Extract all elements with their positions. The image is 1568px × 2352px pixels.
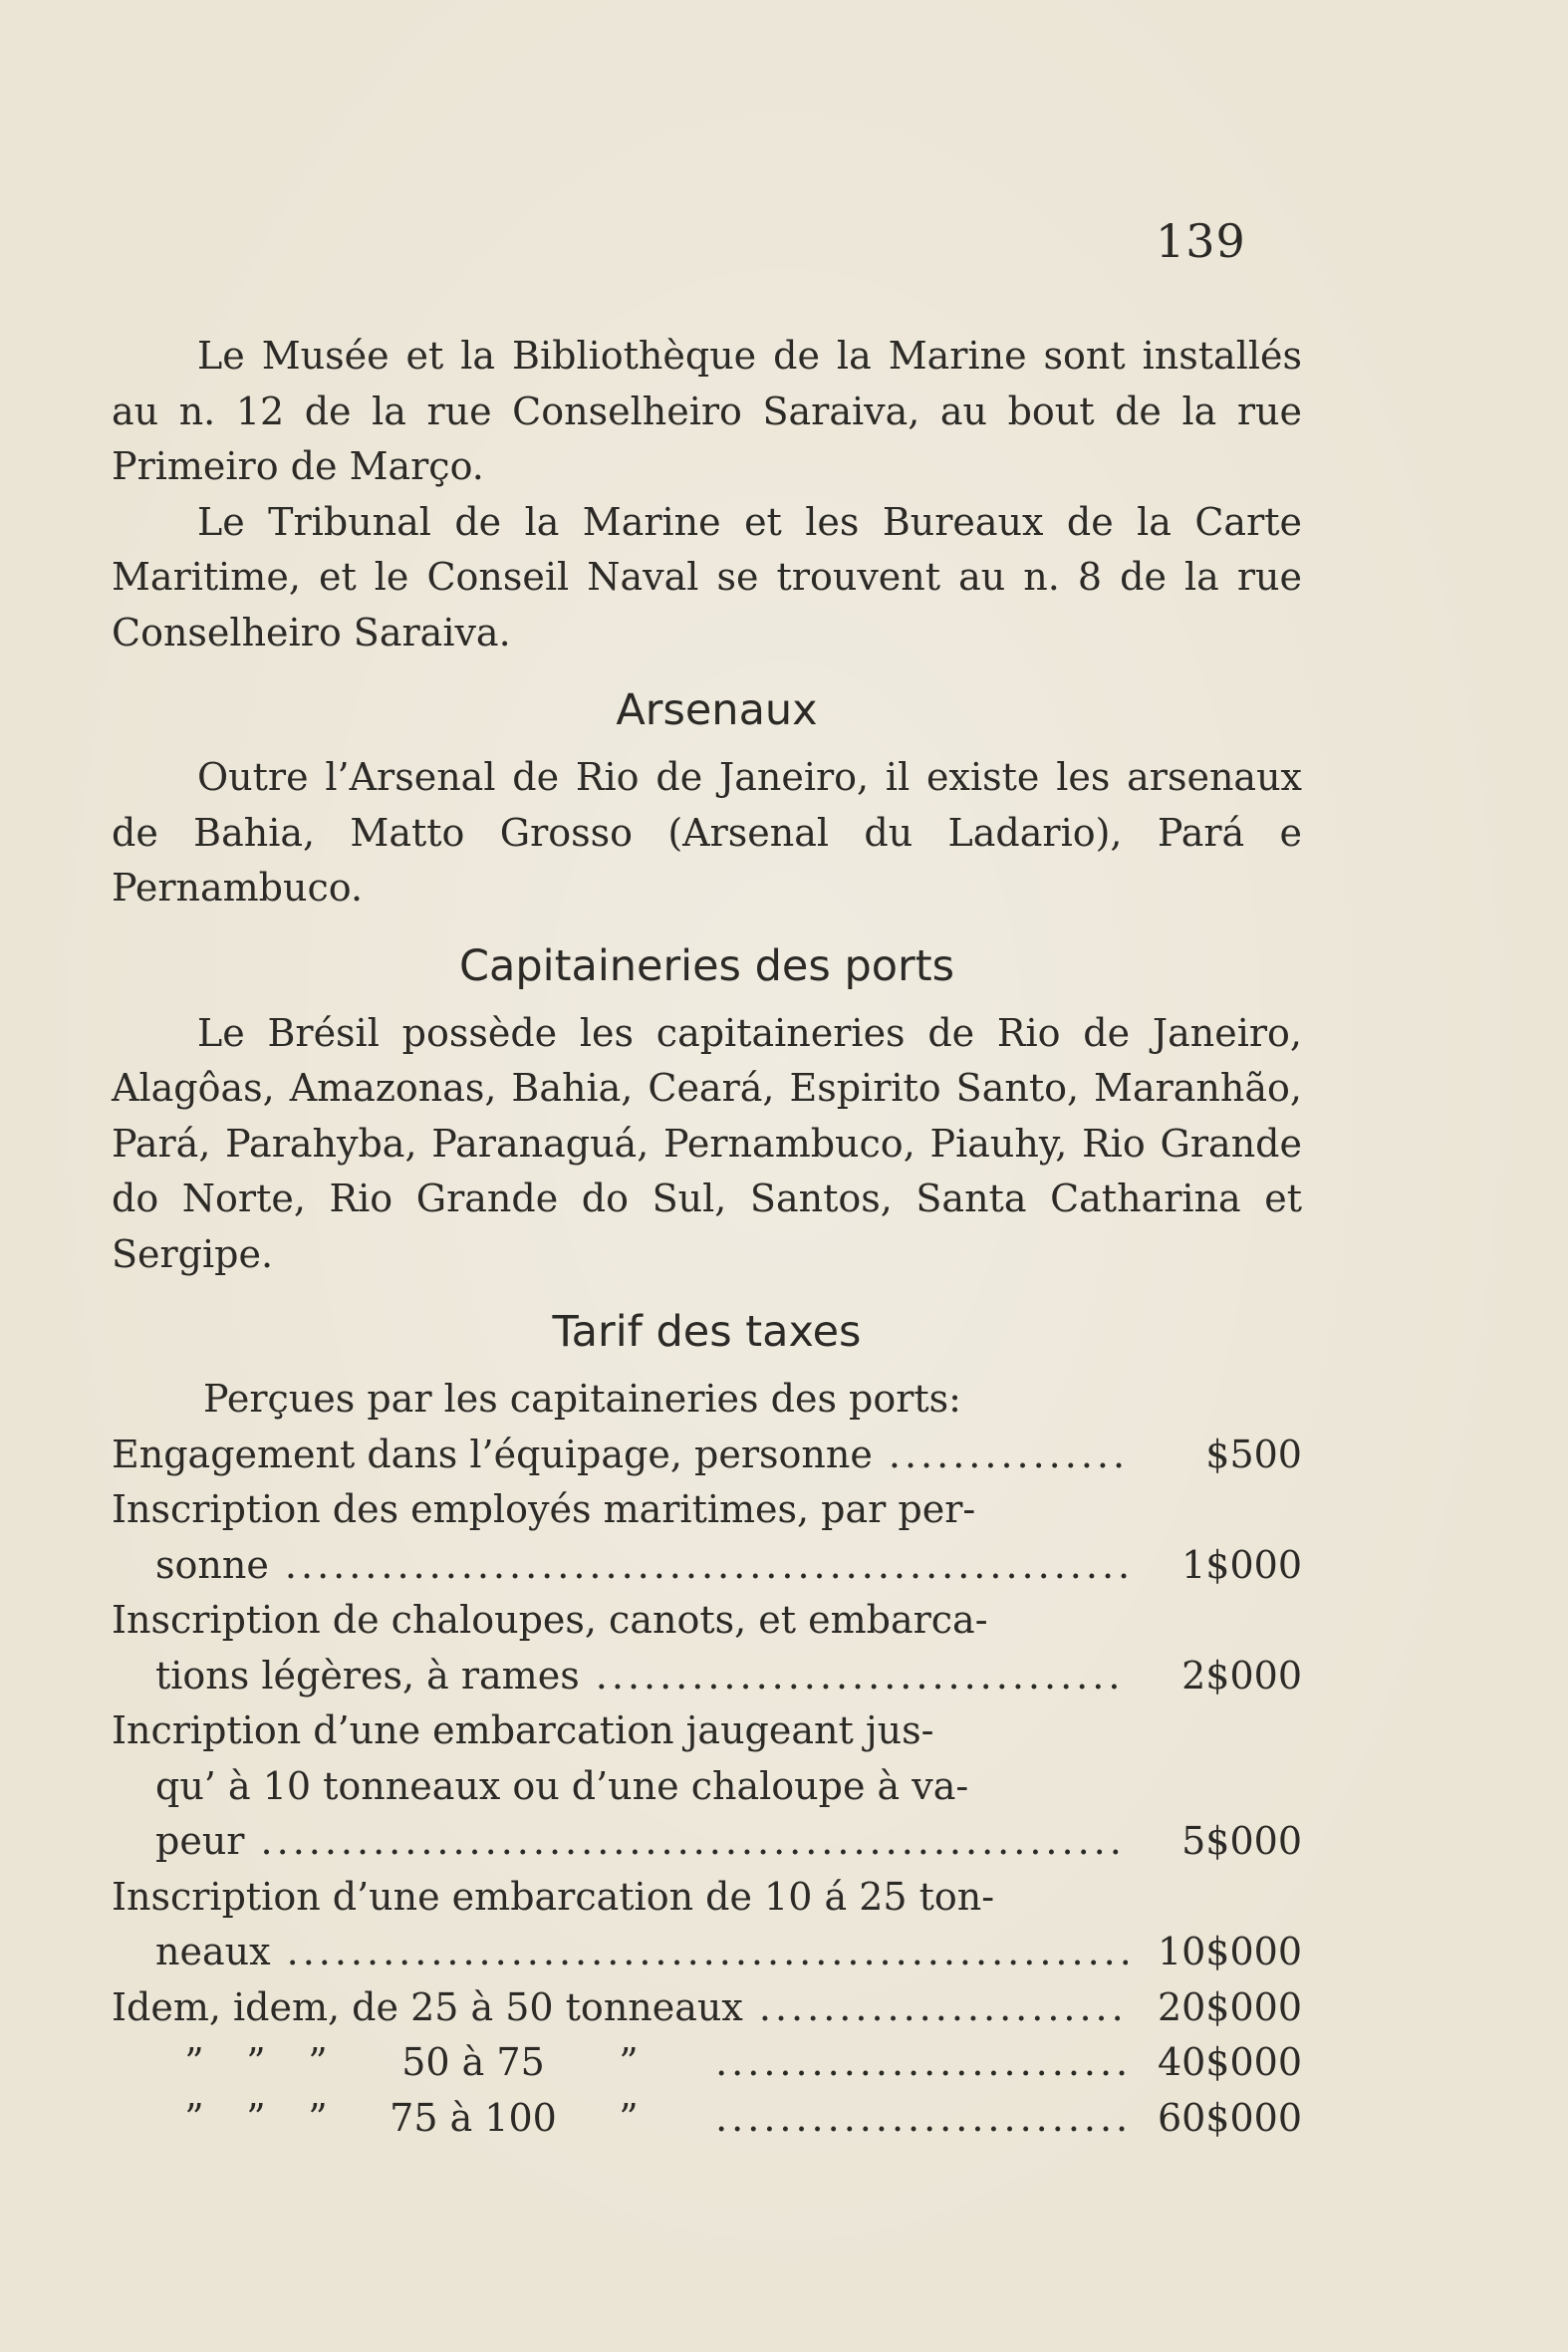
ditto-mark: ” — [246, 2040, 266, 2084]
fee-description-line: qu’ à 10 tonneaux ou d’une chaloupe à va- — [155, 1763, 969, 1808]
fee-description-line: Idem, idem, de 25 à 50 tonneaux ..... — [112, 1980, 1128, 2036]
ditto-mark: ” — [308, 2040, 328, 2084]
fee-description — [112, 1703, 1128, 1870]
fee-description-line: Incription d’une embarcation jaugeant jus- — [112, 1708, 934, 1752]
fee-row — [112, 1593, 1302, 1703]
leader-dots — [743, 1985, 1128, 2029]
fee-price: 40$000 — [1157, 2040, 1302, 2084]
ditto-mark: ” — [308, 2095, 328, 2140]
fee-price: 5$000 — [1181, 1819, 1302, 1863]
heading-capitaineries: Capitaineries des ports — [459, 940, 954, 991]
fee-description-line: Engagement dans l’équipage, personne ..... — [112, 1428, 1128, 1483]
fee-row — [112, 1980, 1302, 2036]
leader-dots — [580, 1654, 1128, 1698]
ditto-mark: ” — [184, 2040, 204, 2084]
page-number: 139 — [1156, 214, 1246, 268]
leader-dots — [244, 1819, 1128, 1863]
paragraph-tribunal: Le Tribunal de la Marine et les Bureaux de la Carte Maritime, et le Conseil Naval se trouvent au n. 8 de la rue Conselheiro Saraiva. — [112, 499, 1302, 654]
fee-description — [112, 2091, 1128, 2147]
fee-description — [112, 1593, 1128, 1703]
leader-dots — [269, 1543, 1128, 1587]
fee-row-ditto — [112, 2091, 1302, 2147]
fee-description — [112, 1482, 1128, 1593]
leader-dots — [699, 2096, 1128, 2140]
paragraph-musee: Le Musée et la Bibliothèque de la Marine sont installés au n. 12 de la rue Conselheiro Saraiva, au bout de la rue Primeiro de Março. — [112, 334, 1302, 488]
fee-row — [112, 1870, 1302, 1980]
tonnage-range: 50 à 75 — [401, 2040, 545, 2084]
ditto-mark: ” — [619, 2040, 639, 2084]
fee-description-line: sonne ..... — [112, 1538, 1128, 1594]
fee-row — [112, 1703, 1302, 1870]
fee-price: 1$000 — [1181, 1542, 1302, 1587]
ditto-mark: ” — [184, 2095, 204, 2140]
fee-description-line: peur ..... — [112, 1814, 1128, 1870]
fee-description — [112, 1980, 1128, 2036]
fee-row — [112, 1482, 1302, 1593]
fee-description-line: neaux ..... — [112, 1925, 1128, 1980]
leader-dots — [271, 1930, 1128, 1973]
ditto-mark: ” — [246, 2095, 266, 2140]
fee-price: 2$000 — [1181, 1653, 1302, 1698]
fee-description-line: Inscription d’une embarcation de 10 á 25 ton- — [112, 1874, 995, 1919]
fee-description — [112, 1870, 1128, 1980]
leader-dots — [699, 2040, 1128, 2084]
fee-price: 60$000 — [1157, 2095, 1302, 2140]
heading-tarif: Tarif des taxes — [552, 1307, 862, 1357]
heading-arsenaux: Arsenaux — [616, 685, 818, 735]
tonnage-range: 75 à 100 — [390, 2095, 557, 2140]
fee-price: 20$000 — [1157, 1984, 1302, 2029]
ditto-mark: ” — [619, 2095, 639, 2140]
fee-row — [112, 1428, 1302, 1483]
tarif-intro: Perçues par les capitaineries des ports: — [203, 1377, 961, 1421]
paragraph-capitaineries: Le Brésil possède les capitaineries de Rio de Janeiro, Alagôas, Amazonas, Bahia, Ceará, Espirito Santo, Maranhão, Pará, Parahyba, Paranaguá, Pernambuco, Piauhy, Rio Grande do Norte, Rio Grande do Sul, Santos, Santa Catharina et Sergipe. — [112, 1010, 1302, 1276]
fee-description — [112, 1428, 1128, 1483]
fee-description-line: Inscription des employés maritimes, par per- — [112, 1487, 976, 1531]
fee-price: 10$000 — [1157, 1930, 1302, 1973]
fee-description-line: Inscription de chaloupes, canots, et embarca- — [112, 1598, 988, 1642]
paragraph-arsenaux: Outre l’Arsenal de Rio de Janeiro, il existe les arsenaux de Bahia, Matto Grosso (Arsenal du Ladario), Pará e Pernambuco. — [112, 755, 1302, 910]
fee-list — [112, 1428, 1302, 2147]
fee-price: $500 — [1205, 1432, 1302, 1476]
fee-row-ditto — [112, 2035, 1302, 2091]
fee-description-line: tions légères, à rames ..... — [112, 1649, 1128, 1704]
text-body — [112, 329, 1302, 2146]
leader-dots — [873, 1433, 1128, 1476]
fee-description — [112, 2035, 1128, 2091]
